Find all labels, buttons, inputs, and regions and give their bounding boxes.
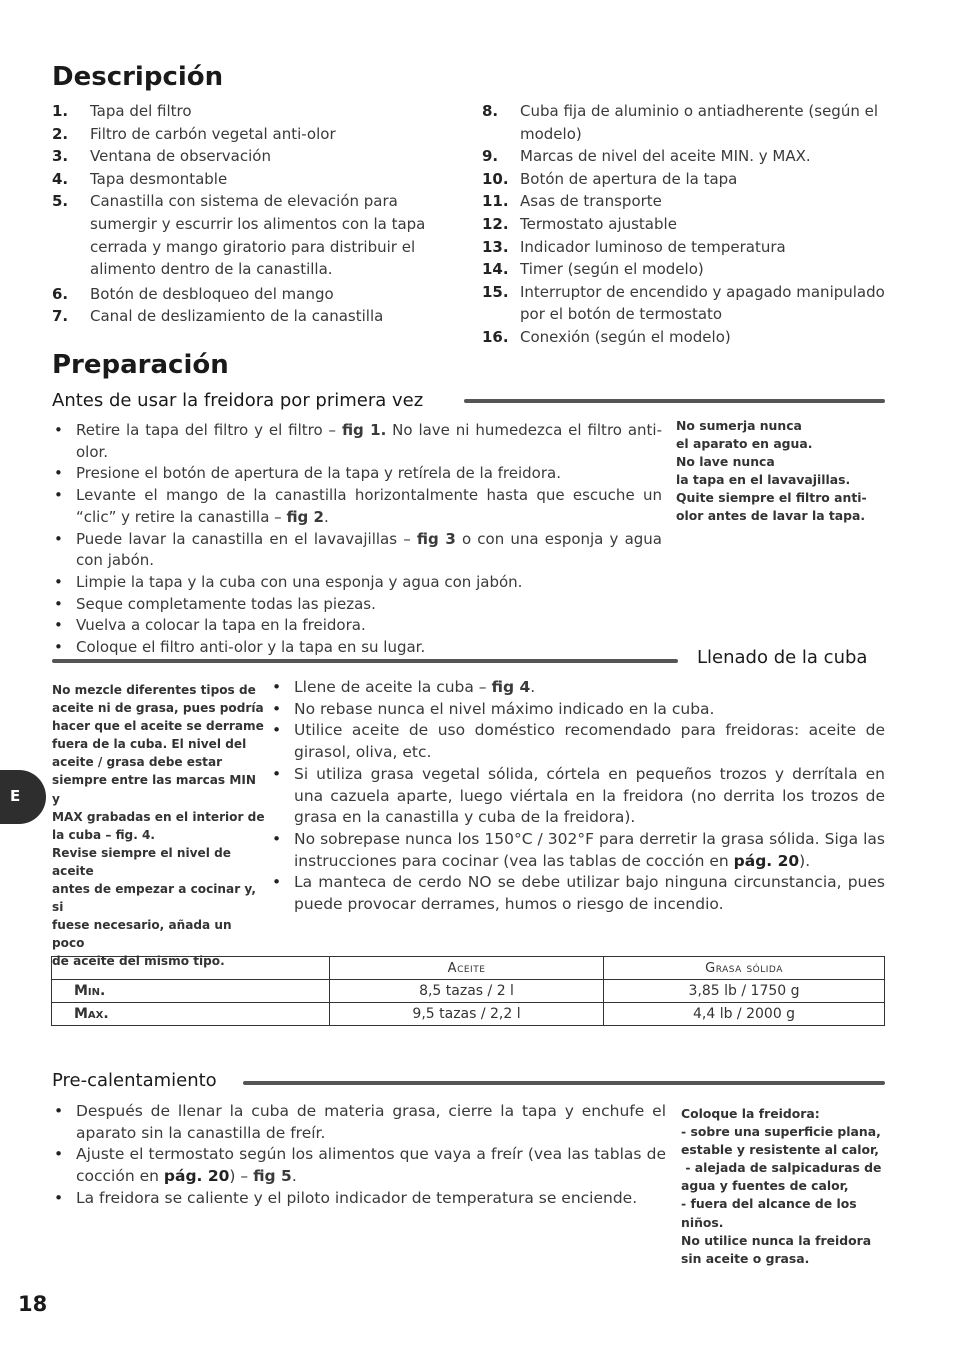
fig-ref: fig 3 xyxy=(416,529,456,548)
item-text: Indicador luminoso de temperatura xyxy=(520,237,786,256)
antes-bullets xyxy=(52,420,662,659)
note-line: antes de empezar a cocinar y, si xyxy=(52,882,256,915)
item-number: 8. xyxy=(482,102,499,120)
section-rule xyxy=(464,399,885,403)
table-cell: Min. xyxy=(52,980,330,1003)
list-item xyxy=(52,594,662,616)
list-item xyxy=(482,236,887,259)
note-line: sin aceite o grasa. xyxy=(681,1250,810,1266)
item-text: Tapa desmontable xyxy=(90,169,228,188)
list-item xyxy=(52,1101,666,1144)
descripcion-list-right xyxy=(482,100,887,349)
note-line: la cuba – fig. 4. xyxy=(52,827,156,842)
table-header xyxy=(52,957,330,980)
list-item xyxy=(52,420,662,463)
table-cell: 4,4 lb / 2000 g xyxy=(604,1003,885,1026)
item-number: 3. xyxy=(52,147,69,166)
item-text: Vuelva a colocar la tapa en la freidora. xyxy=(76,616,366,635)
descripcion-title: Descripción xyxy=(52,62,224,92)
item-text: ). xyxy=(799,851,811,870)
list-item xyxy=(52,283,457,306)
list-item xyxy=(52,100,457,123)
llenado-side-note xyxy=(52,681,267,971)
note-line: - sobre una superficie plana, xyxy=(681,1124,881,1140)
page-ref: pág. 20 xyxy=(163,1167,230,1186)
list-item xyxy=(52,485,662,528)
note-line: hacer que el aceite se derrame xyxy=(52,719,264,734)
table-row xyxy=(52,1003,885,1026)
item-text: Presione el botón de apertura de la tapa y retírela de la freidora. xyxy=(76,464,561,483)
item-text: . xyxy=(291,1167,297,1186)
item-text: Puede lavar la canastilla en el lavavajillas – xyxy=(76,529,417,548)
item-text: Después de llenar la cuba de materia grasa, cierre la tapa y enchufe el aparato sin la canastilla de freír. xyxy=(76,1102,666,1142)
note-line: olor antes de lavar la tapa. xyxy=(676,508,866,524)
item-text: Utilice aceite de uso doméstico recomendado para freidoras: aceite de girasol, oliva, etc. xyxy=(294,721,885,762)
list-item xyxy=(52,1188,666,1210)
list-item xyxy=(482,190,887,213)
note-line: MAX grabadas en el interior de xyxy=(52,809,265,824)
list-item xyxy=(52,529,662,572)
antes-heading: Antes de usar la freidora por primera vez xyxy=(52,390,424,411)
descripcion-list-left xyxy=(52,100,457,328)
item-number: 9. xyxy=(482,147,499,166)
list-item xyxy=(270,720,885,763)
item-number: 5. xyxy=(52,192,69,211)
page-ref: pág. 20 xyxy=(733,851,800,870)
note-line: - alejada de salpicaduras de xyxy=(681,1160,882,1176)
item-text: . xyxy=(530,678,536,696)
item-text: Botón de desbloqueo del mango xyxy=(90,284,334,303)
note-line: No sumerja nunca xyxy=(676,418,802,433)
note-line: aceite / grasa debe estar xyxy=(52,755,223,770)
item-text: Termostato ajustable xyxy=(520,214,677,233)
item-text: Retire la tapa del filtro y el filtro – xyxy=(76,421,342,439)
item-text: Interruptor de encendido y apagado manipulado por el botón de termostato xyxy=(520,282,885,324)
list-item xyxy=(482,326,887,349)
item-number: 13. xyxy=(482,237,509,256)
note-line: Revise siempre el nivel de aceite xyxy=(52,845,231,878)
list-item xyxy=(270,829,885,872)
fig-ref: fig 1. xyxy=(341,421,387,439)
precal-side-note xyxy=(681,1105,886,1268)
note-line: No utilice nunca la freidora xyxy=(681,1232,872,1248)
item-number: 6. xyxy=(52,284,69,303)
item-text: Tapa del filtro xyxy=(90,102,192,120)
list-item xyxy=(482,168,887,191)
item-text: Llene de aceite la cuba – xyxy=(294,678,492,696)
item-text: Coloque el filtro anti-olor y la tapa en su lugar. xyxy=(76,638,426,657)
fig-ref: fig 5 xyxy=(253,1167,292,1186)
note-line: la tapa en el lavavajillas. xyxy=(676,472,851,488)
item-text: Limpie la tapa y la cuba con una esponja y agua con jabón. xyxy=(76,572,523,591)
item-number: 1. xyxy=(52,102,69,120)
item-text: Conexión (según el modelo) xyxy=(520,327,731,346)
item-text: Cuba fija de aluminio o antiadherente (según el modelo) xyxy=(520,102,879,143)
list-item xyxy=(482,145,887,168)
item-text: Si utiliza grasa vegetal sólida, córtela en pequeños trozos y derrítala en una cazuela aparte, luego viértala en la freidora (no derrita los trozos de grasa en la canastilla y cuba de la freidora). xyxy=(294,764,885,827)
item-number: 12. xyxy=(482,214,509,233)
list-item xyxy=(52,123,457,146)
note-line: fuese necesario, añada un poco xyxy=(52,918,232,951)
item-text: Levante el mango de la canastilla horizontalmente hasta que escuche un “clic” y retire la canastilla – xyxy=(76,486,662,526)
list-item xyxy=(270,764,885,829)
list-item xyxy=(52,305,457,328)
item-text: ) – xyxy=(229,1167,254,1186)
list-item xyxy=(270,677,885,699)
note-line: Quite siempre el filtro anti- xyxy=(676,490,867,506)
note-line: fuera de la cuba. El nivel del xyxy=(52,737,247,752)
section-rule xyxy=(52,659,678,663)
language-tab-label: E xyxy=(10,787,21,805)
item-text: Ventana de observación xyxy=(90,147,271,166)
list-item xyxy=(52,145,457,168)
list-item xyxy=(52,637,662,659)
oil-capacity-table xyxy=(51,956,885,1026)
item-text: Ajuste el termostato según los alimentos que vaya a freír (vea las tablas de cocción en xyxy=(76,1145,666,1186)
item-text: Asas de transporte xyxy=(520,192,662,211)
note-line: el aparato en agua. xyxy=(676,436,813,452)
list-item xyxy=(482,258,887,281)
table-header: Aceite xyxy=(330,957,604,980)
list-item xyxy=(52,168,457,191)
table-row xyxy=(52,980,885,1003)
note-line: No mezcle diferentes tipos de xyxy=(52,683,256,697)
list-item xyxy=(52,1144,666,1187)
list-item xyxy=(52,463,662,485)
note-line: aceite ni de grasa, pues podría xyxy=(52,701,264,716)
page-number: 18 xyxy=(18,1292,48,1316)
item-text: No rebase nunca el nivel máximo indicado en la cuba. xyxy=(294,699,715,718)
note-line: - fuera del alcance de los xyxy=(681,1196,857,1212)
language-tab xyxy=(0,770,46,824)
section-rule xyxy=(243,1081,885,1085)
table-cell: Max. xyxy=(52,1003,330,1026)
item-number: 16. xyxy=(482,327,509,346)
item-text: . xyxy=(323,507,329,526)
table-cell: 8,5 tazas / 2 l xyxy=(330,980,604,1003)
item-text: Timer (según el modelo) xyxy=(520,260,704,279)
fig-ref: fig 4 xyxy=(491,678,531,696)
antes-side-note xyxy=(676,417,881,526)
item-number: 15. xyxy=(482,282,509,301)
list-item xyxy=(482,281,887,326)
item-number: 7. xyxy=(52,307,69,326)
list-item xyxy=(270,699,885,721)
table-header: Grasa sólida xyxy=(604,957,885,980)
item-text: Seque completamente todas las piezas. xyxy=(76,594,376,613)
fig-ref: fig 2 xyxy=(286,507,324,526)
item-text: La freidora se caliente y el piloto indicador de temperatura se enciende. xyxy=(76,1188,638,1207)
item-text: Botón de apertura de la tapa xyxy=(520,169,738,188)
item-number: 10. xyxy=(482,169,509,188)
item-text: No lave ni humedezca el filtro anti-olor. xyxy=(76,421,663,461)
preparacion-title: Preparación xyxy=(52,350,229,380)
item-number: 14. xyxy=(482,260,509,279)
note-line: siempre entre las marcas MIN y xyxy=(52,773,256,806)
table-cell: 3,85 lb / 1750 g xyxy=(604,980,885,1003)
list-item xyxy=(52,190,457,280)
list-item xyxy=(52,572,662,594)
item-text: Canastilla con sistema de elevación para sumergir y escurrir los alimentos con la tapa cerrada y mango giratorio para distribuir el alimento dentro de la canastilla. xyxy=(90,192,426,279)
table-cell: 9,5 tazas / 2,2 l xyxy=(330,1003,604,1026)
item-number: 2. xyxy=(52,124,69,143)
list-item xyxy=(482,100,887,145)
precal-heading: Pre-calentamiento xyxy=(52,1070,217,1091)
item-text: Marcas de nivel del aceite MIN. y MAX. xyxy=(520,147,811,166)
item-text: No sobrepase nunca los 150°C / 302°F para derretir la grasa sólida. Siga las instrucciones para cocinar (vea las tablas de cocción en xyxy=(294,829,885,870)
llenado-bullets xyxy=(270,677,885,916)
note-line: No lave nunca xyxy=(676,454,775,470)
item-number: 4. xyxy=(52,169,69,188)
item-text: La manteca de cerdo NO se debe utilizar bajo ninguna circunstancia, pues puede provocar derrames, humos o riesgo de incendio. xyxy=(294,873,885,914)
note-line: agua y fuentes de calor, xyxy=(681,1178,849,1194)
list-item xyxy=(270,872,885,915)
list-item xyxy=(482,213,887,236)
llenado-heading: Llenado de la cuba xyxy=(697,647,868,668)
note-line: de aceite del mismo tipo. xyxy=(52,954,225,969)
note-line: estable y resistente al calor, xyxy=(681,1142,879,1158)
precal-bullets xyxy=(52,1101,666,1210)
note-line: niños. xyxy=(681,1214,724,1230)
item-text: Filtro de carbón vegetal anti-olor xyxy=(90,124,336,143)
item-text: Canal de deslizamiento de la canastilla xyxy=(90,307,384,326)
item-text: o con una esponja y agua con jabón. xyxy=(76,529,662,570)
item-number: 11. xyxy=(482,192,509,211)
table-header-row xyxy=(52,957,885,980)
list-item xyxy=(52,615,662,637)
note-line: Coloque la freidora: xyxy=(681,1106,820,1121)
